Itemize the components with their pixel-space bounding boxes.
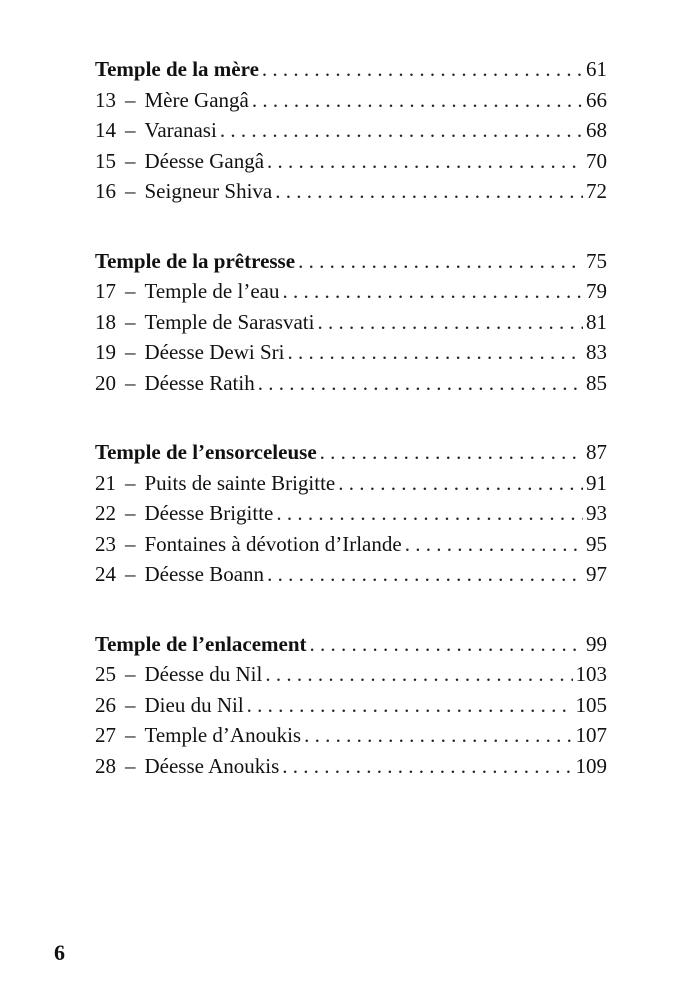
dot-leader <box>267 559 583 590</box>
entry-title: Fontaines à dévotion d’Irlande <box>144 531 402 556</box>
entry-title: Temple d’Anoukis <box>144 723 302 747</box>
dot-leader <box>276 498 583 529</box>
dot-leader <box>252 85 583 116</box>
entry-number: 23 <box>95 531 116 556</box>
entry-title: Déesse Brigitte <box>144 501 274 525</box>
dot-leader <box>310 629 583 660</box>
entry-number: 15 <box>95 148 116 173</box>
entry-title: Mère Gangâ <box>144 87 249 112</box>
dot-leader <box>317 307 583 338</box>
toc-entry[interactable] <box>95 337 607 368</box>
dot-leader <box>298 246 583 277</box>
dot-leader <box>304 720 572 751</box>
entry-number: 17 <box>95 279 116 303</box>
entry-title: Déesse Boann <box>144 562 265 586</box>
page-number: 99 <box>586 631 607 656</box>
section-title: Temple de la mère <box>95 57 259 81</box>
page-number: 107 <box>575 723 607 747</box>
entry-number: 27 <box>95 723 116 747</box>
entry-dash: – <box>125 370 136 395</box>
entry-number: 22 <box>95 501 116 525</box>
toc-entry[interactable] <box>95 690 607 721</box>
section-title: Temple de l’enlacement <box>95 631 307 656</box>
toc-entry[interactable] <box>95 85 607 116</box>
dot-leader <box>267 146 583 177</box>
page-number: 85 <box>586 370 607 395</box>
toc-entry[interactable] <box>95 659 607 690</box>
entry-number: 14 <box>95 118 116 142</box>
toc-entry[interactable] <box>95 276 607 307</box>
page-number: 61 <box>586 57 607 81</box>
entry-dash: – <box>125 723 136 747</box>
entry-number: 19 <box>95 340 116 364</box>
dot-leader <box>338 468 583 499</box>
entry-dash: – <box>125 562 136 586</box>
toc-entry[interactable] <box>95 115 607 146</box>
entry-number: 28 <box>95 753 116 778</box>
entry-number: 26 <box>95 692 116 717</box>
entry-title: Varanasi <box>144 118 217 142</box>
entry-title: Déesse du Nil <box>144 662 263 686</box>
toc-entry[interactable] <box>95 720 607 751</box>
section-heading[interactable] <box>95 629 607 660</box>
page-number: 81 <box>586 309 607 334</box>
page-number: 68 <box>586 118 607 142</box>
entry-title: Seigneur Shiva <box>144 179 273 203</box>
table-of-contents <box>95 54 607 820</box>
dot-leader <box>282 751 572 782</box>
entry-dash: – <box>125 279 136 303</box>
entry-title: Temple de Sarasvati <box>144 309 315 334</box>
section-heading[interactable] <box>95 246 607 277</box>
entry-dash: – <box>125 309 136 334</box>
folio-page-number: 6 <box>54 940 65 965</box>
toc-entry[interactable] <box>95 559 607 590</box>
entry-dash: – <box>125 87 136 112</box>
toc-entry[interactable] <box>95 368 607 399</box>
entry-dash: – <box>125 470 136 495</box>
dot-leader <box>247 690 573 721</box>
entry-dash: – <box>125 118 136 142</box>
entry-title: Déesse Anoukis <box>144 753 280 778</box>
dot-leader <box>220 115 583 146</box>
entry-number: 18 <box>95 309 116 334</box>
page-number: 95 <box>586 531 607 556</box>
entry-dash: – <box>125 753 136 778</box>
page-number: 105 <box>575 692 607 717</box>
page-number: 103 <box>575 662 607 686</box>
toc-section <box>95 437 607 590</box>
entry-number: 16 <box>95 179 116 203</box>
page-number: 87 <box>586 440 607 464</box>
entry-number: 20 <box>95 370 116 395</box>
entry-dash: – <box>125 148 136 173</box>
page-number: 79 <box>586 279 607 303</box>
toc-section <box>95 54 607 207</box>
page-number: 83 <box>586 340 607 364</box>
entry-number: 24 <box>95 562 116 586</box>
page-number: 97 <box>586 562 607 586</box>
entry-title: Temple de l’eau <box>144 279 280 303</box>
page-number: 109 <box>575 753 607 778</box>
dot-leader <box>265 659 572 690</box>
page-number: 93 <box>586 501 607 525</box>
section-heading[interactable] <box>95 437 607 468</box>
entry-dash: – <box>125 531 136 556</box>
page-number: 75 <box>586 248 607 273</box>
dot-leader <box>320 437 583 468</box>
toc-section <box>95 246 607 399</box>
section-title: Temple de l’ensorceleuse <box>95 440 317 464</box>
dot-leader <box>405 529 583 560</box>
page-number: 91 <box>586 470 607 495</box>
toc-entry[interactable] <box>95 146 607 177</box>
toc-entry[interactable] <box>95 751 607 782</box>
toc-entry[interactable] <box>95 468 607 499</box>
entry-title: Déesse Ratih <box>144 370 255 395</box>
toc-entry[interactable] <box>95 176 607 207</box>
entry-dash: – <box>125 179 136 203</box>
entry-title: Déesse Dewi Sri <box>144 340 285 364</box>
entry-dash: – <box>125 340 136 364</box>
page-number: 70 <box>586 148 607 173</box>
toc-section <box>95 629 607 782</box>
entry-dash: – <box>125 662 136 686</box>
dot-leader <box>287 337 583 368</box>
dot-leader <box>282 276 583 307</box>
entry-title: Déesse Gangâ <box>144 148 265 173</box>
page-number: 66 <box>586 87 607 112</box>
entry-number: 13 <box>95 87 116 112</box>
section-heading[interactable] <box>95 54 607 85</box>
page-number: 72 <box>586 179 607 203</box>
entry-number: 21 <box>95 470 116 495</box>
toc-entry[interactable] <box>95 307 607 338</box>
entry-dash: – <box>125 501 136 525</box>
entry-title: Puits de sainte Brigitte <box>144 470 336 495</box>
dot-leader <box>258 368 583 399</box>
section-title: Temple de la prêtresse <box>95 248 296 273</box>
toc-entry[interactable] <box>95 529 607 560</box>
dot-leader <box>262 54 583 85</box>
entry-title: Dieu du Nil <box>144 692 244 717</box>
dot-leader <box>275 176 583 207</box>
entry-number: 25 <box>95 662 116 686</box>
toc-entry[interactable] <box>95 498 607 529</box>
entry-dash: – <box>125 692 136 717</box>
